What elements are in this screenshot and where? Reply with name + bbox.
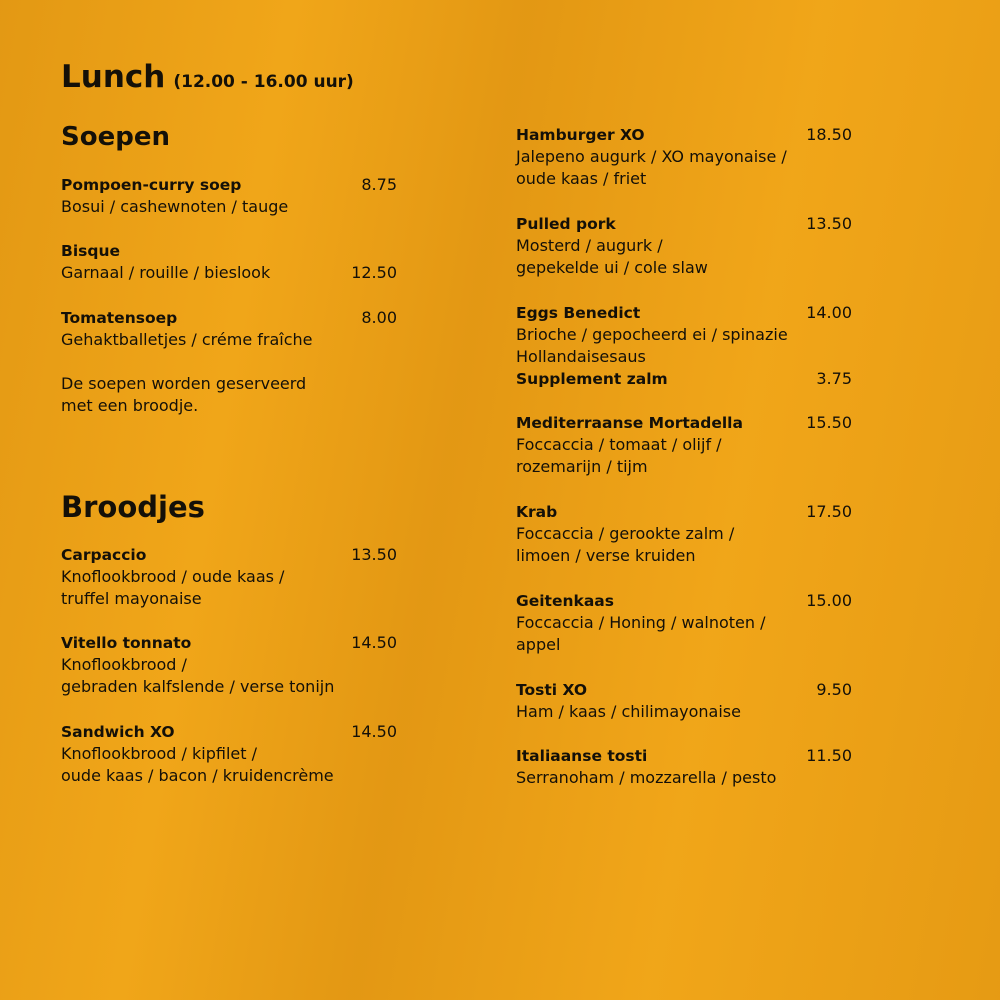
note-line: met een broodje. xyxy=(61,396,199,415)
description-line: rozemarijn / tijm xyxy=(516,457,648,476)
item-price: 13.50 xyxy=(351,545,397,564)
item-description xyxy=(516,434,722,478)
item-name: Carpaccio xyxy=(61,546,147,564)
item-name: Geitenkaas xyxy=(516,592,614,610)
description-line: truffel mayonaise xyxy=(61,589,202,608)
lunch-hours: (12.00 - 16.00 uur) xyxy=(173,72,354,92)
description-line: Knoflookbrood / oude kaas / xyxy=(61,567,285,586)
item-description xyxy=(516,523,734,567)
description-line: Jalepeno augurk / XO mayonaise / xyxy=(516,147,787,166)
description-line: Mosterd / augurk / xyxy=(516,236,663,255)
description-line: Foccaccia / tomaat / olijf / xyxy=(516,435,722,454)
description-line: Hollandaisesaus xyxy=(516,347,646,366)
section-heading-soepen: Soepen xyxy=(61,122,170,152)
description-line: gebraden kalfslende / verse tonijn xyxy=(61,677,335,696)
item-price: 13.50 xyxy=(806,214,852,233)
note-line: De soepen worden geserveerd xyxy=(61,374,307,393)
item-name: Krab xyxy=(516,503,558,521)
item-name: Sandwich XO xyxy=(61,723,175,741)
item-price: 12.50 xyxy=(351,263,397,282)
item-description: Garnaal / rouille / bieslook xyxy=(61,263,271,282)
item-name: Pulled pork xyxy=(516,215,616,233)
item-description: Serranoham / mozzarella / pesto xyxy=(516,768,777,787)
description-line: Knoflookbrood / kipfilet / xyxy=(61,744,258,763)
description-line: Brioche / gepocheerd ei / spinazie xyxy=(516,325,788,344)
section-heading-broodjes: Broodjes xyxy=(61,490,205,524)
item-description xyxy=(516,235,708,279)
description-line: Knoflookbrood / xyxy=(61,655,187,674)
item-name: Eggs Benedict xyxy=(516,304,641,322)
item-price: 11.50 xyxy=(806,746,852,765)
soepen-note xyxy=(61,373,306,417)
item-description xyxy=(516,612,766,656)
menu-title xyxy=(61,58,354,101)
item-name: Pompoen-curry soep xyxy=(61,176,242,194)
item-description xyxy=(516,324,788,368)
menu-title-text: Lunch xyxy=(61,59,166,95)
item-description xyxy=(61,654,334,698)
item-description xyxy=(61,566,284,610)
item-price: 15.50 xyxy=(806,413,852,432)
item-name: Hamburger XO xyxy=(516,126,645,144)
description-line: Foccaccia / Honing / walnoten / xyxy=(516,613,766,632)
description-line: gepekelde ui / cole slaw xyxy=(516,258,708,277)
item-name: Tomatensoep xyxy=(61,309,178,327)
item-price: 17.50 xyxy=(806,502,852,521)
item-price: 18.50 xyxy=(806,125,852,144)
item-description: Bosui / cashewnoten / tauge xyxy=(61,197,289,216)
item-description xyxy=(516,146,787,190)
item-description xyxy=(61,743,334,787)
item-description: Ham / kaas / chilimayonaise xyxy=(516,702,741,721)
item-price: 14.50 xyxy=(351,633,397,652)
item-name: Tosti XO xyxy=(516,681,588,699)
item-price: 14.50 xyxy=(351,722,397,741)
description-line: oude kaas / bacon / kruidencrème xyxy=(61,766,334,785)
item-price: 14.00 xyxy=(806,303,852,322)
description-line: limoen / verse kruiden xyxy=(516,546,696,565)
item-price: 15.00 xyxy=(806,591,852,610)
item-name: Bisque xyxy=(61,242,120,260)
item-name: Mediterraanse Mortadella xyxy=(516,414,743,432)
item-name: Supplement zalm xyxy=(516,370,668,388)
item-name: Vitello tonnato xyxy=(61,634,192,652)
description-line: oude kaas / friet xyxy=(516,169,647,188)
item-description: Gehaktballetjes / créme fraîche xyxy=(61,330,313,349)
item-price: 3.75 xyxy=(816,369,852,388)
description-line: appel xyxy=(516,635,561,654)
item-price: 8.00 xyxy=(361,308,397,327)
item-price: 9.50 xyxy=(816,680,852,699)
item-name: Italiaanse tosti xyxy=(516,747,648,765)
item-price: 8.75 xyxy=(361,175,397,194)
description-line: Foccaccia / gerookte zalm / xyxy=(516,524,735,543)
